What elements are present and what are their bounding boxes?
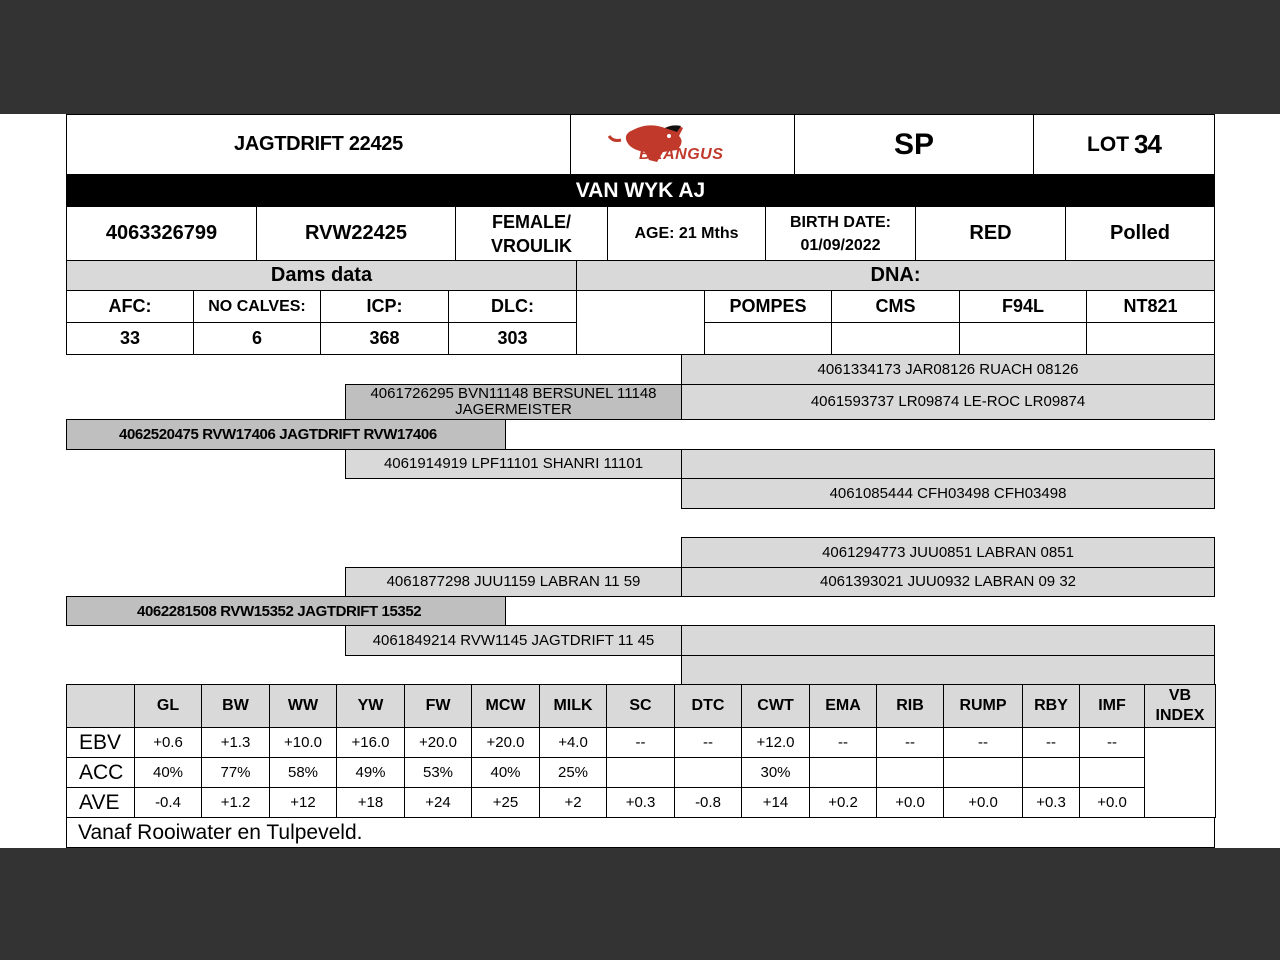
category: SP — [893, 127, 935, 161]
col-header: RBY — [1023, 685, 1080, 728]
no-calves-label: NO CALVES: — [208, 297, 306, 315]
table-cell: +20.0 — [405, 728, 472, 758]
no-calves-header — [193, 290, 321, 323]
ebv-header-row — [67, 685, 1216, 728]
lot-number: 34 — [1134, 129, 1161, 159]
table-row-ebv — [67, 728, 1216, 758]
birth-date-cell — [765, 206, 916, 261]
icp-value-cell — [320, 322, 449, 355]
vb-index-header — [1145, 685, 1216, 728]
animal-name-cell — [66, 114, 571, 175]
lot-cell — [1033, 114, 1215, 175]
ped-sdd-text: 4061085444 CFH03498 CFH03498 — [829, 484, 1067, 502]
age-cell — [607, 206, 766, 261]
table-cell: 40% — [472, 758, 540, 788]
dams-data-header — [66, 260, 577, 291]
table-cell: +10.0 — [270, 728, 337, 758]
table-cell: +0.6 — [135, 728, 202, 758]
lot-card — [0, 114, 1280, 848]
nt821-label: NT821 — [1123, 296, 1178, 316]
pompes-label: POMPES — [729, 296, 807, 316]
table-cell: -- — [810, 728, 877, 758]
ped-dam-dam-dam — [681, 655, 1215, 685]
table-cell: 58% — [270, 758, 337, 788]
ped-dam-dam-sire — [681, 625, 1215, 656]
ped-sire — [66, 419, 506, 450]
footer-note-text: Vanaf Rooiwater en Tulpeveld. — [78, 820, 363, 844]
ped-dam-dam — [345, 625, 682, 656]
owner-bar — [66, 175, 1215, 207]
ped-sire-dam-sire — [681, 449, 1215, 479]
table-cell: +4.0 — [540, 728, 607, 758]
ped-dam-sire-text: 4061877298 JUU1159 LABRAN 11 59 — [386, 573, 641, 590]
afc-label: AFC: — [108, 296, 152, 316]
f94l-value-cell — [959, 322, 1087, 355]
age: AGE: 21 Mths — [634, 224, 739, 242]
table-cell: +0.2 — [810, 788, 877, 818]
col-header: RIB — [877, 685, 944, 728]
ped-sire-sire-dam — [681, 384, 1215, 420]
table-cell: +25 — [472, 788, 540, 818]
vb-index-line2: INDEX — [1155, 707, 1205, 724]
category-cell — [794, 114, 1034, 175]
table-row-acc — [67, 758, 1216, 788]
sex-line2: VROULIK — [491, 235, 572, 256]
table-cell: +24 — [405, 788, 472, 818]
sex-cell — [455, 206, 608, 261]
col-header: CWT — [742, 685, 810, 728]
afc-value: 33 — [119, 328, 141, 348]
col-header: RUMP — [944, 685, 1023, 728]
table-cell: +1.2 — [202, 788, 270, 818]
table-cell: +0.0 — [877, 788, 944, 818]
f94l-label: F94L — [1001, 296, 1044, 316]
table-cell: 30% — [742, 758, 810, 788]
id-number: 4063326799 — [105, 222, 218, 244]
table-cell: 53% — [405, 758, 472, 788]
table-cell: +0.3 — [607, 788, 675, 818]
col-header: EMA — [810, 685, 877, 728]
dlc-value-cell — [448, 322, 577, 355]
table-cell — [1080, 758, 1145, 788]
nt821-value-cell — [1086, 322, 1215, 355]
col-header: FW — [405, 685, 472, 728]
table-cell — [1023, 758, 1080, 788]
table-cell: 77% — [202, 758, 270, 788]
table-cell: +12 — [270, 788, 337, 818]
dna-blank-cell — [576, 290, 705, 355]
vb-index-value — [1145, 728, 1216, 818]
table-cell: -- — [1023, 728, 1080, 758]
table-cell: -- — [944, 728, 1023, 758]
dlc-value: 303 — [497, 328, 528, 348]
table-cell: -0.4 — [135, 788, 202, 818]
table-cell: +18 — [337, 788, 405, 818]
icp-header — [320, 290, 449, 323]
dams-data-title: Dams data — [270, 264, 373, 286]
cms-label: CMS — [875, 296, 916, 316]
ped-dam — [66, 596, 506, 626]
ped-dam-sire-sire — [681, 537, 1215, 568]
ped-sire-sire — [345, 384, 682, 420]
owner-name: VAN WYK AJ — [575, 179, 706, 202]
dna-header — [576, 260, 1215, 291]
table-cell: 25% — [540, 758, 607, 788]
row-label: EBV — [67, 728, 135, 758]
colour-cell — [915, 206, 1066, 261]
f94l-header — [959, 290, 1087, 323]
ped-sire-sire-sire — [681, 354, 1215, 385]
horn-status: Polled — [1109, 222, 1170, 244]
id-number-cell — [66, 206, 257, 261]
table-cell — [607, 758, 675, 788]
table-cell — [944, 758, 1023, 788]
table-cell: +0.0 — [944, 788, 1023, 818]
cms-header — [831, 290, 960, 323]
table-cell: -0.8 — [675, 788, 742, 818]
row-label: ACC — [67, 758, 135, 788]
ped-dam-dam-text: 4061849214 RVW1145 JAGTDRIFT 11 45 — [372, 631, 655, 649]
table-cell: -- — [877, 728, 944, 758]
table-cell: -- — [1080, 728, 1145, 758]
table-cell — [810, 758, 877, 788]
icp-value: 368 — [369, 328, 400, 348]
row-label: AVE — [67, 788, 135, 818]
afc-value-cell — [66, 322, 194, 355]
table-cell: +12.0 — [742, 728, 810, 758]
col-header: SC — [607, 685, 675, 728]
ebv-table — [66, 684, 1216, 818]
dlc-label: DLC: — [491, 296, 534, 316]
col-header: YW — [337, 685, 405, 728]
table-cell: +14 — [742, 788, 810, 818]
col-header: MCW — [472, 685, 540, 728]
dna-title: DNA: — [870, 264, 921, 286]
footer-note — [66, 817, 1215, 848]
sex-line1: FEMALE/ — [492, 211, 571, 232]
ped-dsd-text: 4061393021 JUU0932 LABRAN 09 32 — [819, 573, 1077, 590]
col-header: DTC — [675, 685, 742, 728]
birth-date-label: BIRTH DATE: — [789, 213, 892, 231]
table-row-ave — [67, 788, 1216, 818]
icp-label: ICP: — [366, 296, 403, 316]
no-calves-value: 6 — [251, 328, 262, 348]
col-header: MILK — [540, 685, 607, 728]
col-header: GL — [135, 685, 202, 728]
lot-label: LOT — [1087, 132, 1130, 156]
col-header: IMF — [1080, 685, 1145, 728]
table-cell: +0.0 — [1080, 788, 1145, 818]
cms-value-cell — [831, 322, 960, 355]
animal-code: RVW22425 — [305, 222, 407, 244]
pompes-value-cell — [704, 322, 832, 355]
col-header: WW — [270, 685, 337, 728]
ped-sire-dam-dam — [681, 478, 1215, 509]
ped-dam-sire — [345, 567, 682, 597]
vb-index-line1: VB — [1168, 687, 1192, 704]
code-cell — [256, 206, 456, 261]
table-cell — [877, 758, 944, 788]
ped-dss-text: 4061294773 JUU0851 LABRAN 0851 — [822, 543, 1074, 561]
ebv-corner-cell — [67, 685, 135, 728]
table-cell: +16.0 — [337, 728, 405, 758]
colour: RED — [969, 222, 1012, 244]
table-cell: +20.0 — [472, 728, 540, 758]
ped-sire-dam-text: 4061914919 LPF11101 SHANRI 11101 — [383, 455, 644, 472]
ped-sire-dam — [345, 449, 682, 479]
logo-text: BRANGUS — [639, 146, 724, 163]
ped-sire-text: 4062520475 RVW17406 JAGTDRIFT RVW17406 — [119, 426, 437, 443]
table-cell — [675, 758, 742, 788]
brangus-logo — [570, 114, 795, 175]
dlc-header — [448, 290, 577, 323]
table-cell: +2 — [540, 788, 607, 818]
table-cell: 49% — [337, 758, 405, 788]
ped-sire-sire-text: 4061726295 BVN11148 BERSUNEL 11148 JAGERMEISTER — [370, 385, 657, 418]
table-cell: -- — [675, 728, 742, 758]
table-cell: -- — [607, 728, 675, 758]
animal-name: JAGTDRIFT 22425 — [234, 133, 403, 155]
birth-date: 01/09/2022 — [800, 236, 881, 254]
table-cell: 40% — [135, 758, 202, 788]
afc-header — [66, 290, 194, 323]
nt821-header — [1086, 290, 1215, 323]
ped-sss-text: 4061334173 JAR08126 RUACH 08126 — [817, 360, 1079, 378]
table-cell: +1.3 — [202, 728, 270, 758]
pompes-header — [704, 290, 832, 323]
col-header: BW — [202, 685, 270, 728]
ped-dam-text: 4062281508 RVW15352 JAGTDRIFT 15352 — [137, 602, 422, 620]
horn-cell — [1065, 206, 1215, 261]
ped-ssd-text: 4061593737 LR09874 LE-ROC LR09874 — [810, 393, 1086, 410]
table-cell: +0.3 — [1023, 788, 1080, 818]
no-calves-value-cell — [193, 322, 321, 355]
ped-dam-sire-dam — [681, 567, 1215, 597]
